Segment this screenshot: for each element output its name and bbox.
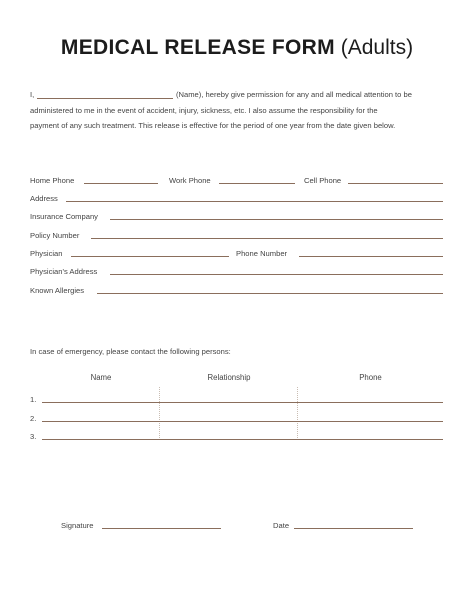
column-header-name: Name xyxy=(90,373,112,382)
consent-line1: (Name), hereby give permission for any and all medical attention to be xyxy=(176,90,412,99)
emergency-contact-row-2[interactable] xyxy=(42,421,443,422)
work-phone-field[interactable] xyxy=(219,183,295,184)
consent-line3: payment of any such treatment. This release is effective for the period of one year from the date given below. xyxy=(30,121,396,130)
known-allergies-label: Known Allergies xyxy=(30,286,85,295)
column-header-phone: Phone xyxy=(359,373,382,382)
work-phone-label: Work Phone xyxy=(169,176,211,185)
column-divider xyxy=(297,387,298,440)
physician-label: Physician xyxy=(30,249,63,258)
row-number: 1. xyxy=(30,395,37,404)
address-field[interactable] xyxy=(66,201,443,202)
column-header-relationship: Relationship xyxy=(207,373,251,382)
phone-number-label: Phone Number xyxy=(236,249,288,258)
home-phone-field[interactable] xyxy=(84,183,158,184)
phone-number-field[interactable] xyxy=(299,256,443,257)
row-number: 2. xyxy=(30,414,37,423)
physicians-address-field[interactable] xyxy=(110,274,443,275)
column-divider xyxy=(159,387,160,440)
row-number: 3. xyxy=(30,432,37,441)
known-allergies-field[interactable] xyxy=(97,293,443,294)
home-phone-label: Home Phone xyxy=(30,176,75,185)
signature-field[interactable] xyxy=(102,528,221,529)
cell-phone-field[interactable] xyxy=(348,183,443,184)
emergency-intro: In case of emergency, please contact the following persons: xyxy=(30,347,231,356)
signature-label: Signature xyxy=(61,521,94,530)
consent-prefix: I, xyxy=(30,90,35,99)
physicians-address-label: Physician's Address xyxy=(30,267,98,276)
address-label: Address xyxy=(30,194,58,203)
form-title xyxy=(0,36,474,60)
title-sub: (Adults) xyxy=(340,36,414,59)
emergency-contact-row-1[interactable] xyxy=(42,402,443,403)
insurance-company-field[interactable] xyxy=(110,219,443,220)
consent-line2: administered to me in the event of accident, injury, sickness, etc. I also assume the responsibility for the xyxy=(30,106,378,115)
title-main: MEDICAL RELEASE FORM xyxy=(60,36,335,59)
physician-field[interactable] xyxy=(71,256,229,257)
cell-phone-label: Cell Phone xyxy=(304,176,342,185)
date-field[interactable] xyxy=(294,528,413,529)
policy-number-field[interactable] xyxy=(91,238,443,239)
date-label: Date xyxy=(273,521,290,530)
policy-number-label: Policy Number xyxy=(30,231,80,240)
insurance-company-label: Insurance Company xyxy=(30,212,98,221)
emergency-contact-row-3[interactable] xyxy=(42,439,443,440)
name-input-line[interactable] xyxy=(37,98,173,99)
